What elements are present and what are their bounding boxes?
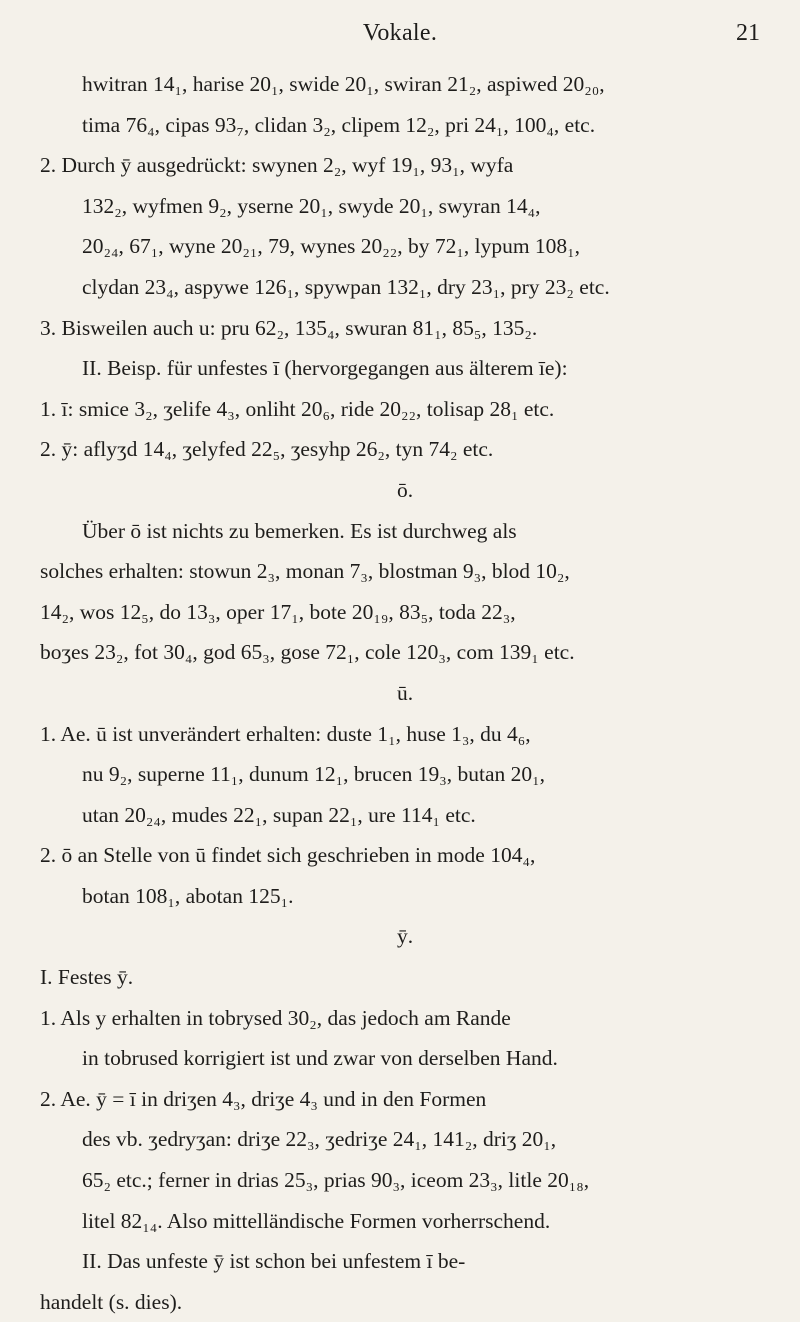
text-line: botan 108₁, abotan 125₁.	[82, 883, 294, 908]
page-number: 21	[736, 20, 760, 46]
text-line: solches erhalten: stowun 2₃, monan 7₃, blostman 9₃, blod 10₂,	[40, 559, 570, 584]
section-heading: II. Beisp. für unfestes ī (hervorgegangen aus älterem īe):	[82, 356, 568, 381]
text-line: 2. ō an Stelle von ū findet sich geschrieben in mode 104₄,	[40, 843, 536, 868]
section-heading: I. Festes ȳ.	[40, 965, 134, 990]
text-line: 2. ȳ: aflyʒd 14₄, ʒelyfed 22₅, ʒesyhp 26₂, tyn 74₂ etc.	[40, 437, 494, 462]
page-body	[40, 64, 770, 1322]
text-line: utan 20₂₄, mudes 22₁, supan 22₁, ure 114₁ etc.	[82, 802, 476, 827]
running-head	[0, 14, 800, 54]
vowel-heading: ō.	[396, 477, 414, 502]
text-line: 1. Als y erhalten in tobrysed 30₂, das jedoch am Rande	[40, 1005, 511, 1030]
text-line: 14₂, wos 12₅, do 13₃, oper 17₁, bote 20₁₉, 83₅, toda 22₃,	[40, 599, 516, 624]
text-line: litel 82₁₄. Also mittelländische Formen vorherrschend.	[82, 1208, 551, 1233]
text-line: 1. Ae. ū ist unverändert erhalten: duste 1₁, huse 1₃, du 4₆,	[40, 721, 531, 746]
text-line: handelt (s. dies).	[40, 1289, 183, 1314]
text-line: boʒes 23₂, fot 30₄, god 65₃, gose 72₁, cole 120₃, com 139₁ etc.	[40, 640, 575, 665]
text-line: 3. Bisweilen auch u: pru 62₂, 135₄, swuran 81₁, 85₅, 135₂.	[40, 315, 538, 340]
vowel-heading: ȳ.	[396, 924, 414, 949]
text-line: II. Das unfeste ȳ ist schon bei unfestem ī be-	[82, 1249, 466, 1274]
text-line: 132₂, wyfmen 9₂, yserne 20₁, swyde 20₁, swyran 14₄,	[82, 193, 541, 218]
text-line: hwitran 14₁, harise 20₁, swide 20₁, swiran 21₂, aspiwed 20₂₀,	[82, 72, 605, 96]
text-line: in tobrused korrigiert ist und zwar von derselben Hand.	[82, 1046, 558, 1071]
text-line: 2. Ae. ȳ = ī in driʒen 4₃, driʒe 4₃ und in den Formen	[40, 1086, 487, 1111]
text-line: nu 9₂, superne 11₁, dunum 12₁, brucen 19₃, butan 20₁,	[82, 762, 546, 787]
text-line: 2. Durch ȳ ausgedrückt: swynen 2₂, wyf 19₁, 93₁, wyfa	[40, 153, 514, 178]
text-line: 20₂₄, 67₁, wyne 20₂₁, 79, wynes 20₂₂, by 72₁, lypum 108₁,	[82, 234, 581, 259]
vowel-heading: ū.	[396, 680, 414, 705]
running-title: Vokale.	[362, 20, 438, 46]
text-line: des vb. ʒedryʒan: driʒe 22₃, ʒedriʒe 24₁, 141₂, driʒ 20₁,	[82, 1127, 557, 1152]
text-line: 1. ī: smice 3₂, ʒelife 4₃, onliht 20₆, ride 20₂₂, tolisap 28₁ etc.	[40, 396, 555, 421]
text-line: 65₂ etc.; ferner in drias 25₃, prias 90₃, iceom 23₃, litle 20₁₈,	[82, 1168, 590, 1193]
text-line: tima 76₄, cipas 93₇, clidan 3₂, clipem 12₂, pri 24₁, 100₄, etc.	[82, 112, 596, 137]
text-line: clydan 23₄, aspywe 126₁, spywpan 132₁, dry 23₁, pry 23₂ etc.	[82, 274, 610, 299]
text-line: Über ō ist nichts zu bemerken. Es ist durchweg als	[82, 518, 517, 543]
